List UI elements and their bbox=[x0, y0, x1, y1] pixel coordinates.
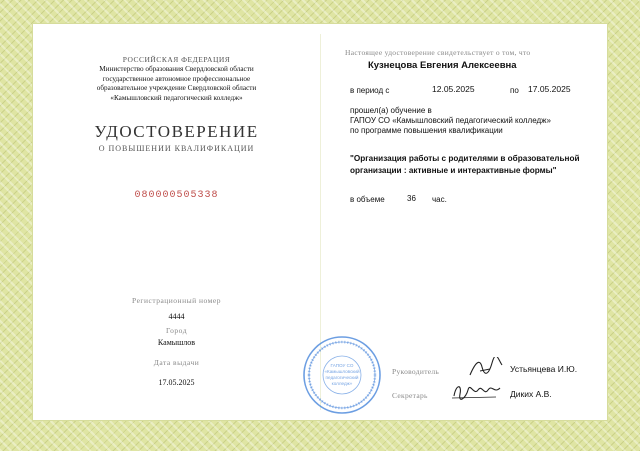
registration-label: Регистрационный номер bbox=[132, 296, 221, 305]
institution-name: ГАПОУ СО «Камышловский педагогический колледж» bbox=[350, 116, 551, 125]
document-title: УДОСТОВЕРЕНИЕ bbox=[94, 122, 259, 141]
period-label: в период с bbox=[350, 86, 390, 95]
stamp-text-line: ГАПОУ СО bbox=[330, 363, 354, 368]
certificate-page bbox=[33, 24, 607, 420]
head-label: Руководитель bbox=[392, 367, 440, 376]
holder-name: Кузнецова Евгения Алексеевна bbox=[368, 60, 517, 71]
city-value: Камышлов bbox=[157, 338, 196, 347]
secretary-name: Диких А.В. bbox=[510, 389, 552, 399]
ministry-line: Министерство образования Свердловской области bbox=[99, 65, 254, 73]
program-prefix: по программе повышения квалификации bbox=[350, 126, 503, 135]
document-subtitle: О ПОВЫШЕНИИ КВАЛИФИКАЦИИ bbox=[98, 144, 255, 153]
head-name: Устьянцева И.Ю. bbox=[510, 364, 578, 374]
intro-text: Настоящее удостоверение свидетельствует о том, что bbox=[345, 48, 531, 57]
program-title-line: организации : активные и интерактивные формы" bbox=[350, 166, 557, 175]
period-end-date: 17.05.2025 bbox=[528, 84, 571, 94]
period-start-date: 12.05.2025 bbox=[432, 84, 475, 94]
ministry-line: государственное автономное профессиональное bbox=[102, 74, 251, 83]
stamp-text-line: педагогический bbox=[325, 375, 359, 380]
stamp-text-line: колледж» bbox=[331, 381, 353, 386]
issuing-organization bbox=[61, 65, 292, 103]
serial-number: 080000505338 bbox=[134, 190, 219, 201]
ministry-line: образовательное учреждение Свердловской области bbox=[96, 84, 257, 93]
federation-heading: РОССИЙСКАЯ ФЕДЕРАЦИЯ bbox=[122, 55, 231, 64]
issue-date-label: Дата выдачи bbox=[153, 358, 200, 367]
secretary-label: Секретарь bbox=[392, 391, 428, 400]
stamp-text-line: «Камышловский bbox=[324, 369, 360, 374]
secretary-signature bbox=[450, 380, 502, 402]
period-to-label: по bbox=[510, 86, 519, 95]
registration-number: 4444 bbox=[168, 312, 185, 321]
left-page bbox=[33, 24, 320, 420]
volume-hours: 36 bbox=[407, 194, 416, 203]
ministry-line: «Камышловский педагогический колледж» bbox=[110, 93, 243, 102]
program-title bbox=[350, 153, 600, 177]
program-title-line: "Организация работы с родителями в образовательной bbox=[350, 154, 580, 163]
issue-date: 17.05.2025 bbox=[158, 378, 195, 387]
official-stamp bbox=[301, 334, 383, 416]
volume-unit: час. bbox=[432, 195, 447, 204]
volume-label: в объеме bbox=[350, 195, 385, 204]
city-label: Город bbox=[165, 326, 188, 335]
head-signature bbox=[468, 357, 504, 379]
trained-line: прошел(а) обучение в bbox=[350, 106, 432, 115]
training-info bbox=[350, 106, 600, 136]
